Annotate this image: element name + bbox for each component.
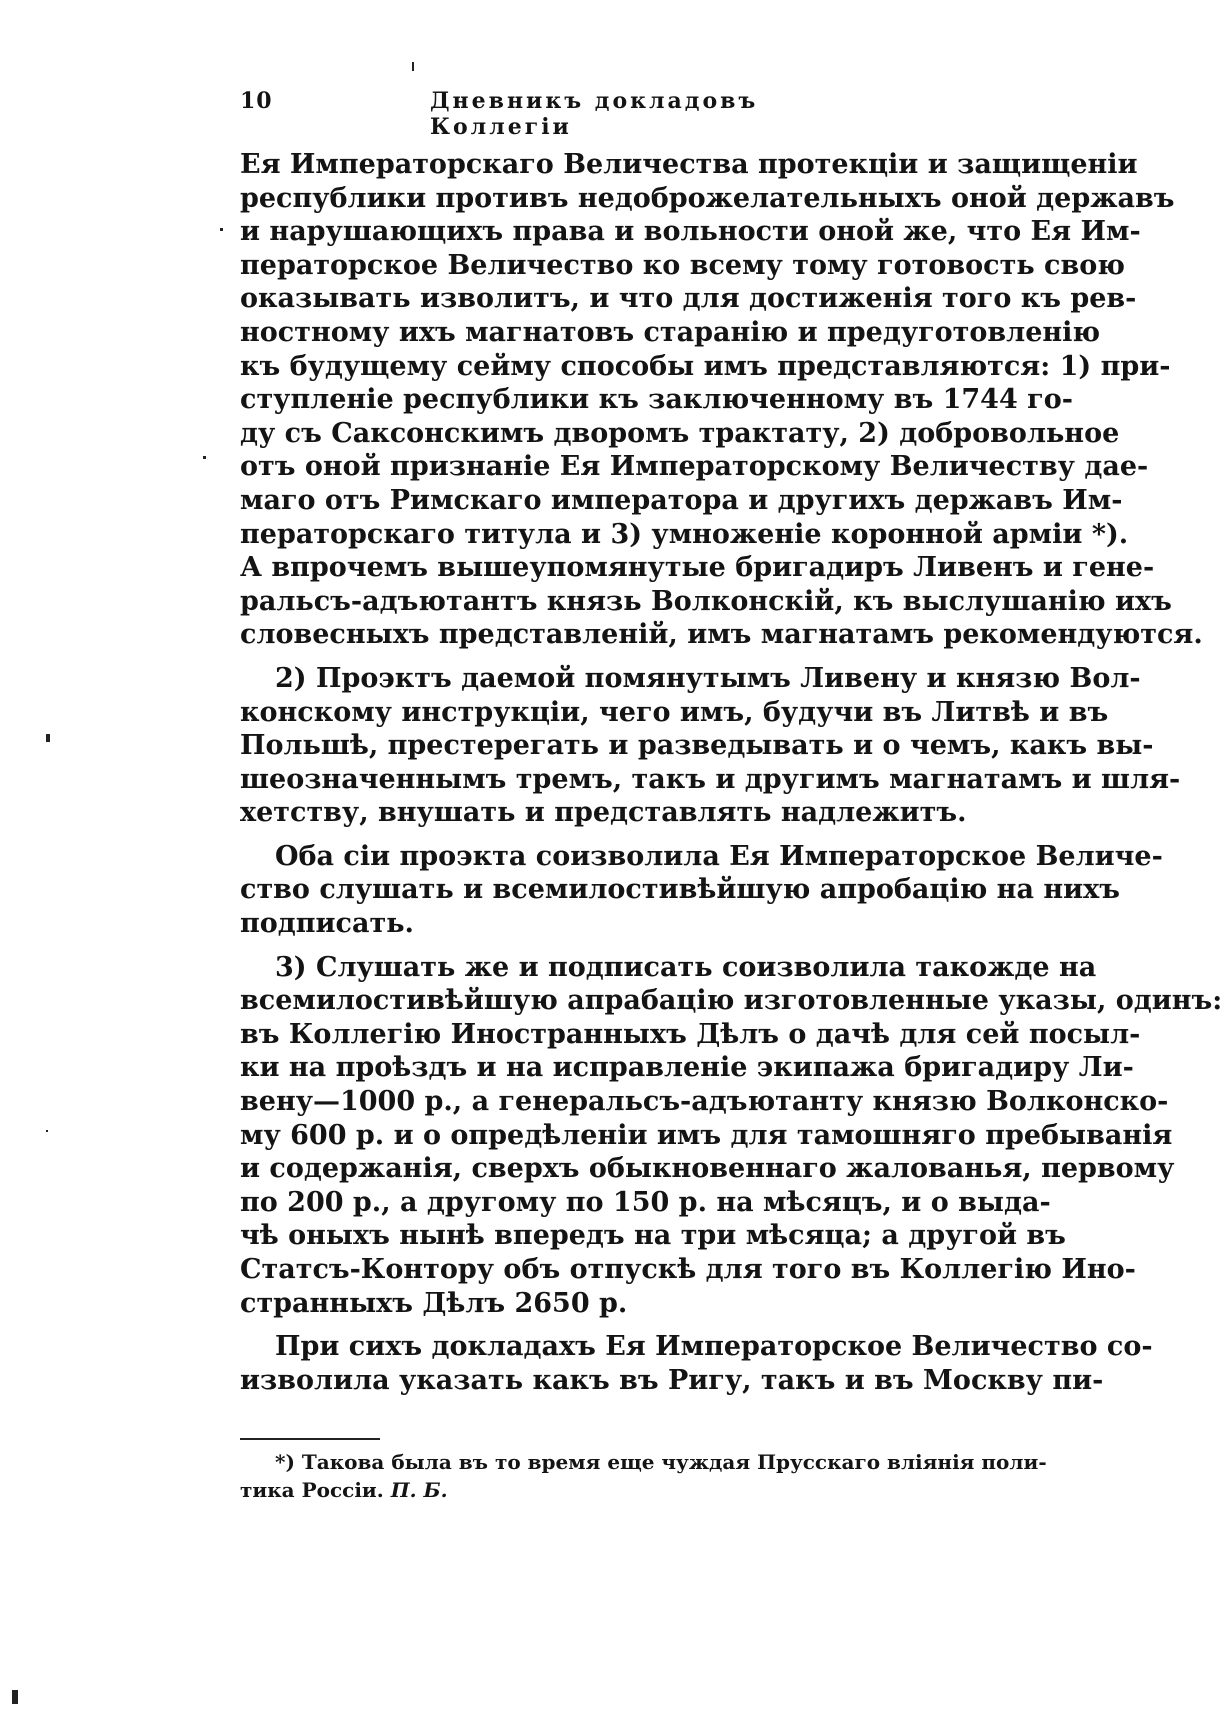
text-line: подписать.: [240, 908, 414, 940]
text-line: Статсъ-Контору объ отпускѣ для того въ Коллегію Ино-: [240, 1254, 1136, 1285]
text-line: словесныхъ представленій, имъ магнатамъ рекомендуются.: [240, 619, 1203, 651]
text-line: и содержанія, сверхъ обыкновеннаго жалованья, первому: [240, 1153, 1175, 1185]
text-line: ператорскаго титула и 3) умноженіе коронной арміи *).: [240, 518, 1129, 550]
text-line: всемилостивѣйшую апрабацію изготовленные указы, одинъ:: [240, 985, 1222, 1017]
text-line: вену—1000 р., а генеральсъ-адъютанту князю Волконско-: [240, 1086, 1169, 1118]
text-line: А впрочемъ вышеупомянутые бригадиръ Ливенъ и гене-: [240, 552, 1155, 584]
text-line: изволила указать какъ въ Ригу, такъ и въ Москву пи-: [240, 1364, 1104, 1396]
text-line: маго отъ Римскаго императора и другихъ державъ Им-: [240, 484, 1123, 516]
footnote-text: тика Россіи.: [240, 1478, 384, 1502]
scan-speck: [46, 734, 50, 742]
page-number: 10: [240, 88, 273, 114]
text-line: му 600 р. и о опредѣленіи имъ для тамошняго пребыванія: [240, 1119, 1173, 1151]
text-line: къ будущему сейму способы имъ представляются: 1) при-: [240, 350, 1171, 382]
text-line: ки на проѣздъ и на исправленіе экипажа бригадиру Ли-: [240, 1052, 1134, 1084]
text-line: ператорское Величество ко всему тому готовость свою: [240, 249, 1125, 281]
scan-speck: [220, 228, 223, 231]
text-line: ностному ихъ магнатовъ старанію и предуготовленію: [240, 316, 1101, 348]
text-line: шеозначеннымъ тремъ, такъ и другимъ магнатамъ и шля-: [240, 763, 1181, 795]
text-line: 3) Слушать же и подписать соизволила такожде на: [275, 951, 1097, 983]
footnote: [240, 1448, 1047, 1504]
footnote-line: *) Такова была въ то время еще чуждая Прусскаго вліянія поли-: [275, 1450, 1047, 1474]
footnote-line: [240, 1476, 880, 1504]
text-line: ральсъ-адъютантъ князь Волконскій, къ выслушанію ихъ: [240, 585, 1172, 617]
running-title: Дневникъ докладовъ Коллегіи: [430, 88, 759, 140]
footnote-divider: [240, 1438, 380, 1440]
text-line: по 200 р., а другому по 150 р. на мѣсяцъ, и о выда-: [240, 1186, 1051, 1218]
text-line: хетству, внушать и представлять надлежитъ.: [240, 797, 967, 829]
text-line: Ея Императорскаго Величества протекціи и защищеніи: [240, 149, 1138, 180]
text-line: При сихъ докладахъ Ея Императорское Величество со-: [275, 1331, 1153, 1363]
scan-speck: [412, 62, 414, 71]
text-line: ство слушать и всемилостивѣйшую апробацію на нихъ: [240, 874, 1120, 906]
text-line: ступленіе республики къ заключенному въ 1744 го-: [240, 384, 1073, 416]
text-line: Оба сіи проэкта соизволила Ея Императорское Величе-: [275, 840, 1163, 872]
footnote-signature: П. Б.: [390, 1478, 448, 1502]
text-line: въ Коллегію Иностранныхъ Дѣлъ о дачѣ для сей посыл-: [240, 1018, 1141, 1050]
text-line: республики противъ недоброжелательныхъ оной державъ: [240, 182, 1175, 214]
page-header: [240, 88, 880, 140]
scan-speck: [203, 456, 206, 459]
scan-speck: [46, 1130, 48, 1132]
text-line: оказывать изволитъ, и что для достиженія того къ рев-: [240, 283, 1137, 315]
scan-speck: [12, 1690, 18, 1704]
text-line: странныхъ Дѣлъ 2650 р.: [240, 1287, 628, 1319]
text-line: ду съ Саксонскимъ дворомъ трактату, 2) добровольное: [240, 417, 1120, 449]
text-line: и нарушающихъ права и вольности оной же, что Ея Им-: [240, 216, 1141, 248]
text-line: Польшѣ, престерегать и разведывать и о чемъ, какъ вы-: [240, 730, 1154, 762]
text-line: 2) Проэктъ даемой помянутымъ Ливену и князю Вол-: [275, 662, 1141, 694]
text-line: чѣ оныхъ нынѣ впередъ на три мѣсяца; а другой въ: [240, 1220, 1066, 1252]
text-line: отъ оной признаніе Ея Императорскому Величеству дае-: [240, 451, 1149, 483]
main-text: [240, 148, 1222, 1397]
text-line: конскому инструкціи, чего имъ, будучи въ Литвѣ и въ: [240, 696, 1109, 728]
